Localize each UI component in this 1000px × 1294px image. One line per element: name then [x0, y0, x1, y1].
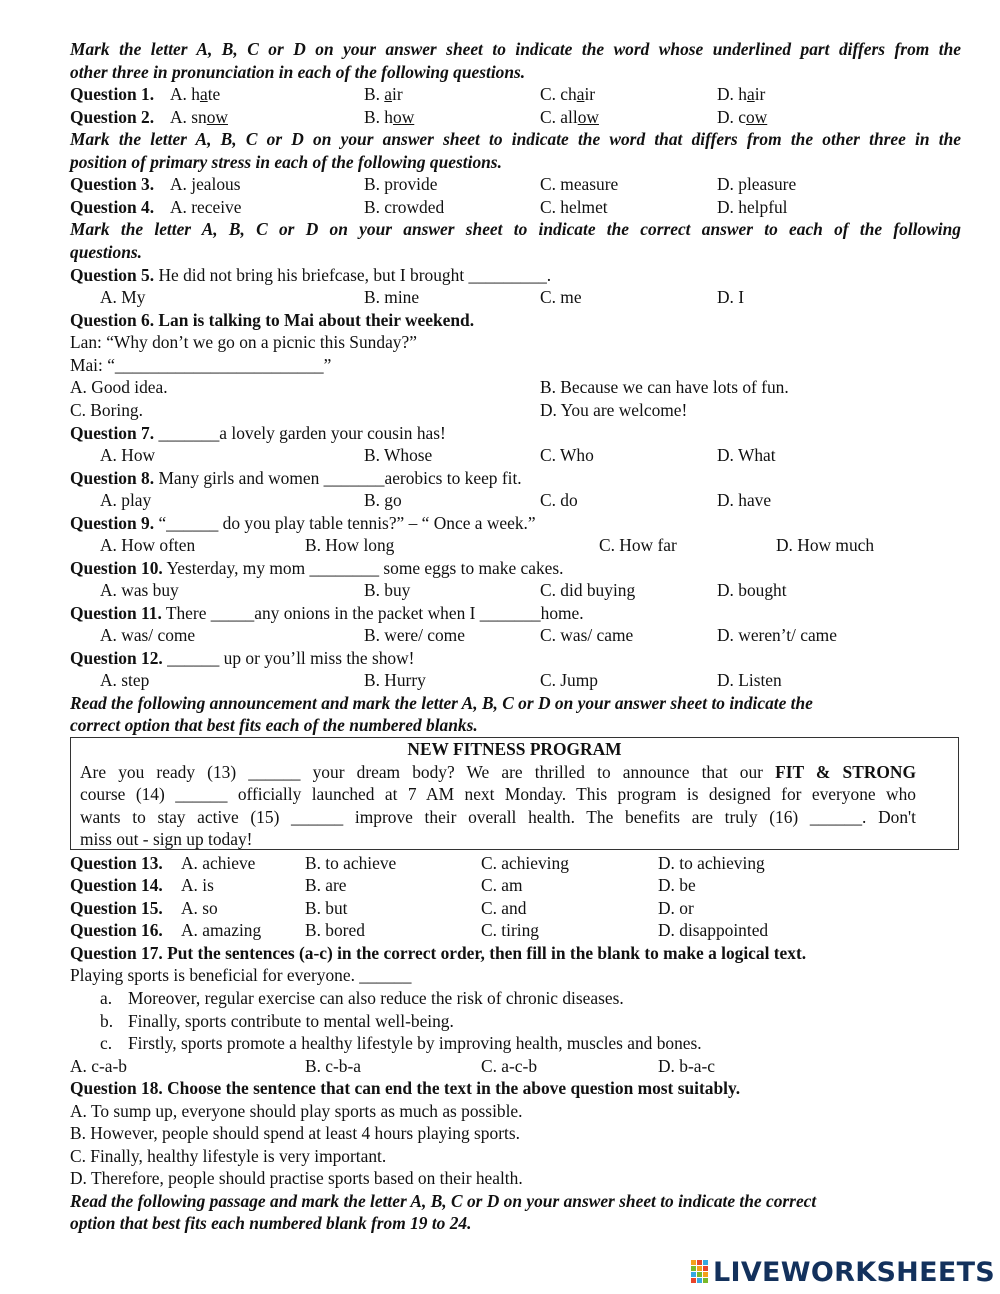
question-6-option-a[interactable]: A. Good idea. [70, 377, 168, 397]
question-12-label: Question 12. [70, 648, 163, 668]
question-2-option-c[interactable]: C. allow [540, 107, 599, 127]
question-1-option-c[interactable]: C. chair [540, 84, 596, 104]
question-3-label: Question 3. [70, 174, 155, 194]
question-6-mai-line: Mai: “________________________” [70, 355, 332, 375]
question-2-label: Question 2. [70, 107, 155, 127]
question-18-label: Question 18. Choose the sentence that can end the text in the above question most suitably. [70, 1078, 741, 1098]
question-13-option-c[interactable]: C. achieving [481, 853, 569, 873]
question-7-option-b[interactable]: B. Whose [364, 445, 433, 465]
question-18-option-a[interactable]: A. To sump up, everyone should play sports as much as possible. [70, 1101, 523, 1121]
question-11-option-c[interactable]: C. was/ came [540, 625, 634, 645]
question-9-label: Question 9. [70, 513, 155, 533]
question-7 [70, 422, 446, 445]
instruction-correct-answer-line2: questions. [70, 242, 142, 262]
question-1-option-d[interactable]: D. hair [717, 84, 766, 104]
question-7-option-d[interactable]: D. What [717, 445, 776, 465]
question-10 [70, 557, 564, 580]
question-17-intro: Playing sports is beneficial for everyone. ______ [70, 965, 412, 985]
question-16-option-b[interactable]: B. bored [305, 920, 365, 940]
question-9-option-a[interactable]: A. How often [100, 535, 196, 555]
instruction-pronunciation-line2: other three in pronunciation in each of the following questions. [70, 62, 526, 82]
question-5-option-d[interactable]: D. I [717, 287, 745, 307]
question-16-label: Question 16. [70, 920, 163, 940]
question-14-option-a[interactable]: A. is [181, 875, 214, 895]
question-10-label: Question 10. [70, 558, 163, 578]
question-17-item-c-text: Firstly, sports promote a healthy lifestyle by improving health, muscles and bones. [128, 1033, 702, 1053]
question-14-label: Question 14. [70, 875, 163, 895]
question-4-option-b[interactable]: B. crowded [364, 197, 445, 217]
announcement-line4: miss out - sign up today! [80, 829, 253, 849]
question-7-option-c[interactable]: C. Who [540, 445, 594, 465]
question-11-option-d[interactable]: D. weren’t/ came [717, 625, 837, 645]
instruction-passage-line1: Read the following passage and mark the letter A, B, C or D on your answer sheet to indicate the correct [70, 1191, 817, 1211]
question-6-option-d[interactable]: D. You are welcome! [540, 400, 688, 420]
question-1-option-a[interactable]: A. hate [170, 84, 221, 104]
question-8-option-a[interactable]: A. play [100, 490, 152, 510]
question-13-option-d[interactable]: D. to achieving [658, 853, 765, 873]
question-14-option-c[interactable]: C. am [481, 875, 523, 895]
question-5-option-b[interactable]: B. mine [364, 287, 420, 307]
question-4-option-d[interactable]: D. helpful [717, 197, 788, 217]
question-12-option-d[interactable]: D. Listen [717, 670, 782, 690]
instruction-correct-answer-line1: Mark the letter A, B, C or D on your answer sheet to indicate the correct answer to each of the following [70, 219, 961, 239]
question-18-option-c[interactable]: C. Finally, healthy lifestyle is very important. [70, 1146, 387, 1166]
announcement-title: NEW FITNESS PROGRAM [407, 739, 622, 759]
question-6-label: Question 6. Lan is talking to Mai about their weekend. [70, 310, 475, 330]
question-11-label: Question 11. [70, 603, 162, 623]
question-8-label: Question 8. [70, 468, 155, 488]
question-8 [70, 467, 522, 490]
question-6-lan-line: Lan: “Why don’t we go on a picnic this Sunday?” [70, 332, 417, 352]
question-1-option-b[interactable]: B. air [364, 84, 403, 104]
question-17-option-d[interactable]: D. b-a-c [658, 1056, 715, 1076]
question-14-option-d[interactable]: D. be [658, 875, 696, 895]
announcement-line1: Are you ready (13) ______ your dream body? We are thrilled to announce that our FIT & STRONG [80, 762, 916, 782]
question-10-option-c[interactable]: C. did buying [540, 580, 636, 600]
question-17-option-b[interactable]: B. c-b-a [305, 1056, 362, 1076]
question-9 [70, 512, 536, 535]
question-15-option-b[interactable]: B. but [305, 898, 348, 918]
question-11-stem: There _____any onions in the packet when I _______home. [165, 603, 584, 623]
question-5-stem: He did not bring his briefcase, but I brought _________. [158, 265, 552, 285]
question-3-option-d[interactable]: D. pleasure [717, 174, 797, 194]
instruction-stress-line2: position of primary stress in each of the following questions. [70, 152, 502, 172]
question-10-option-d[interactable]: D. bought [717, 580, 787, 600]
question-8-option-d[interactable]: D. have [717, 490, 772, 510]
question-3-option-b[interactable]: B. provide [364, 174, 438, 194]
announcement-program-name: FIT & STRONG [775, 762, 916, 782]
question-16-option-d[interactable]: D. disappointed [658, 920, 769, 940]
instruction-announcement-line2: correct option that best fits each of the numbered blanks. [70, 715, 478, 735]
question-2 [70, 106, 154, 129]
question-8-stem: Many girls and women _______aerobics to keep fit. [158, 468, 522, 488]
question-17-item-b-text: Finally, sports contribute to mental well-being. [128, 1011, 454, 1031]
question-5-option-a[interactable]: A. My [100, 287, 146, 307]
question-11-option-b[interactable]: B. were/ come [364, 625, 465, 645]
question-9-option-d[interactable]: D. How much [776, 535, 875, 555]
question-3-option-a[interactable]: A. jealous [170, 174, 241, 194]
question-13-label: Question 13. [70, 853, 163, 873]
question-12 [70, 647, 414, 670]
question-17-option-c[interactable]: C. a-c-b [481, 1056, 538, 1076]
question-9-option-b[interactable]: B. How long [305, 535, 395, 555]
instruction-pronunciation-line1: Mark the letter A, B, C or D on your answer sheet to indicate the word whose underlined part differs from the [70, 39, 961, 59]
question-5 [70, 264, 551, 287]
question-16-option-a[interactable]: A. amazing [181, 920, 262, 940]
question-12-option-a[interactable]: A. step [100, 670, 150, 690]
question-9-option-c[interactable]: C. How far [599, 535, 677, 555]
question-7-stem: _______a lovely garden your cousin has! [158, 423, 446, 443]
question-7-option-a[interactable]: A. How [100, 445, 156, 465]
question-17-item-b-letter: b. [100, 1011, 114, 1031]
question-13-option-b[interactable]: B. to achieve [305, 853, 397, 873]
question-17-label: Question 17. Put the sentences (a-c) in the correct order, then fill in the blank to make a logical text. [70, 943, 807, 963]
question-6-option-c[interactable]: C. Boring. [70, 400, 143, 420]
instruction-passage-line2: option that best fits each numbered blank from 19 to 24. [70, 1213, 472, 1233]
question-7-label: Question 7. [70, 423, 155, 443]
question-4-label: Question 4. [70, 197, 155, 217]
question-2-option-a[interactable]: A. snow [170, 107, 228, 127]
question-16-option-c[interactable]: C. tiring [481, 920, 539, 940]
instruction-stress-line1: Mark the letter A, B, C or D on your answer sheet to indicate the word that differs from the other three in the [70, 129, 961, 149]
question-12-stem: ______ up or you’ll miss the show! [167, 648, 415, 668]
question-10-option-a[interactable]: A. was buy [100, 580, 179, 600]
question-15-option-d[interactable]: D. or [658, 898, 694, 918]
question-8-option-b[interactable]: B. go [364, 490, 402, 510]
liveworksheets-logo-text: LIVEWORKSHEETS [713, 1256, 996, 1288]
announcement-box [70, 737, 959, 850]
question-9-stem: “______ do you play table tennis?” – “ Once a week.” [158, 513, 536, 533]
question-1-label: Question 1. [70, 84, 155, 104]
question-4-option-a[interactable]: A. receive [170, 197, 242, 217]
question-15-label: Question 15. [70, 898, 163, 918]
question-11 [70, 602, 584, 625]
question-3-option-c[interactable]: C. measure [540, 174, 619, 194]
question-11-option-a[interactable]: A. was/ come [100, 625, 196, 645]
announcement-line3: wants to stay active (15) ______ improve their overall health. The benefits are truly (16) ______. Don't [80, 807, 916, 827]
liveworksheets-mark-icon [691, 1258, 709, 1286]
question-12-option-c[interactable]: C. Jump [540, 670, 598, 690]
liveworksheets-logo [691, 1256, 995, 1288]
question-5-option-c[interactable]: C. me [540, 287, 582, 307]
question-10-option-b[interactable]: B. buy [364, 580, 411, 600]
question-15-option-c[interactable]: C. and [481, 898, 527, 918]
question-18-option-d[interactable]: D. Therefore, people should practise sports based on their health. [70, 1168, 523, 1188]
question-17-item-a-letter: a. [100, 988, 113, 1008]
instruction-announcement-line1: Read the following announcement and mark the letter A, B, C or D on your answer sheet to indicate the [70, 693, 813, 713]
question-6-option-b[interactable]: B. Because we can have lots of fun. [540, 377, 789, 397]
question-2-option-b[interactable]: B. how [364, 107, 415, 127]
question-1 [70, 83, 154, 106]
question-17-item-c-letter: c. [100, 1033, 113, 1053]
question-8-option-c[interactable]: C. do [540, 490, 578, 510]
question-17-option-a[interactable]: A. c-a-b [70, 1056, 127, 1076]
question-13-option-a[interactable]: A. achieve [181, 853, 256, 873]
question-5-label: Question 5. [70, 265, 155, 285]
announcement-line2: course (14) ______ officially launched at 7 AM next Monday. This program is designed for everyone who [80, 784, 916, 804]
question-18-option-b[interactable]: B. However, people should spend at least 4 hours playing sports. [70, 1123, 520, 1143]
question-14-option-b[interactable]: B. are [305, 875, 347, 895]
question-15-option-a[interactable]: A. so [181, 898, 218, 918]
question-12-option-b[interactable]: B. Hurry [364, 670, 426, 690]
question-10-stem: Yesterday, my mom ________ some eggs to make cakes. [166, 558, 564, 578]
question-17-item-a-text: Moreover, regular exercise can also reduce the risk of chronic diseases. [128, 988, 624, 1008]
question-4-option-c[interactable]: C. helmet [540, 197, 608, 217]
question-2-option-d[interactable]: D. cow [717, 107, 768, 127]
